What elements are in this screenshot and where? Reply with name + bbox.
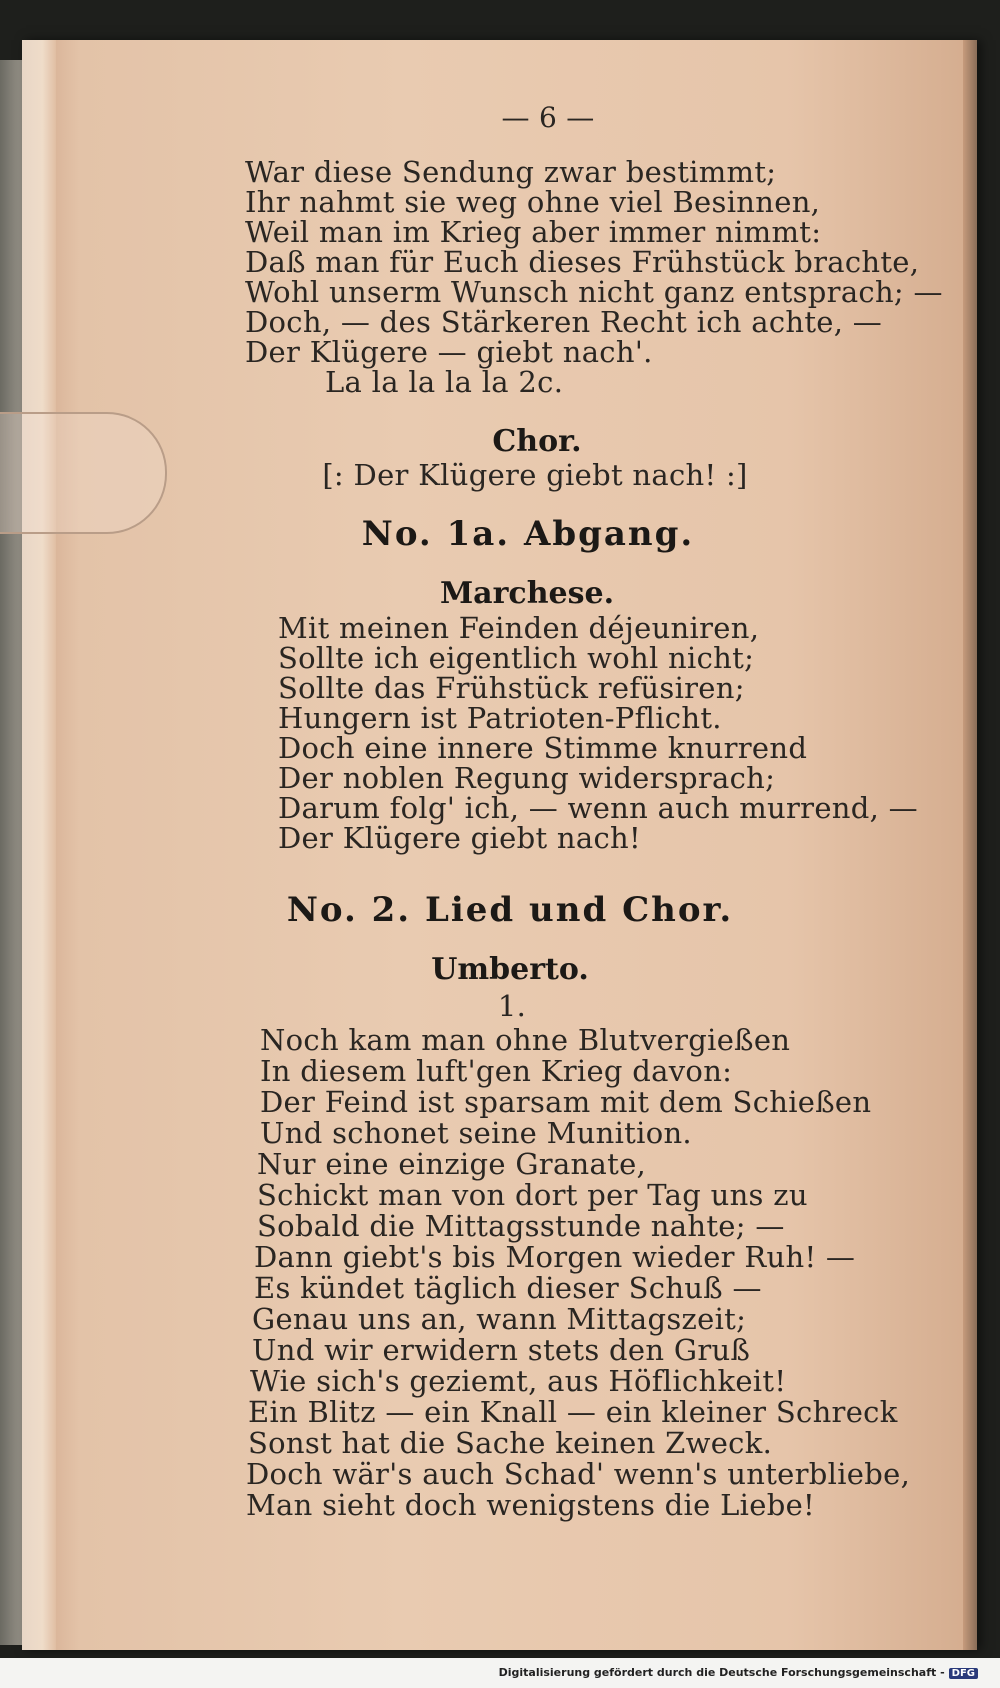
verse-line: Doch, — des Stärkeren Recht ich achte, — <box>245 305 883 339</box>
refrain-line: La la la la la 2c. <box>325 365 564 399</box>
verse-line: Noch kam man ohne Blutvergießen <box>260 1023 791 1057</box>
verse-line: Genau uns an, wann Mittagszeit; <box>252 1302 747 1336</box>
verse-line: Dann giebt's bis Morgen wieder Ruh! — <box>254 1240 856 1274</box>
verse-line: Ihr nahmt sie weg ohne viel Besinnen, <box>245 185 821 219</box>
page-number: — 6 — <box>501 101 595 134</box>
verse-line: Sollte ich eigentlich wohl nicht; <box>278 641 755 675</box>
verse-line: Sollte das Frühstück refüsiren; <box>278 671 745 705</box>
verse-line: Schickt man von dort per Tag uns zu <box>257 1178 808 1212</box>
verse-line: Und wir erwidern stets den Gruß <box>252 1333 751 1367</box>
verse-line: Man sieht doch wenigstens die Liebe! <box>246 1488 815 1522</box>
verse-line: Der Feind ist sparsam mit dem Schießen <box>260 1085 872 1119</box>
verse-line: Der noblen Regung widersprach; <box>278 761 776 795</box>
dfg-logo: DFG <box>949 1668 978 1679</box>
stanza-number: 1. <box>497 989 527 1023</box>
verse-line: Sobald die Mittagsstunde nahte; — <box>257 1209 785 1243</box>
verse-line: Mit meinen Feinden déjeuniren, <box>278 611 760 645</box>
verse-line: Und schonet seine Munition. <box>260 1116 692 1150</box>
verse-line: Sonst hat die Sache keinen Zweck. <box>248 1426 773 1460</box>
verse-line: Es kündet täglich dieser Schuß — <box>254 1271 762 1305</box>
verse-line: Wohl unserm Wunsch nicht ganz entsprach; — <box>245 275 943 309</box>
verse-line: Wie sich's geziemt, aus Höflichkeit! <box>250 1364 787 1398</box>
verse-line: Weil man im Krieg aber immer nimmt: <box>245 215 822 249</box>
chor-line: [: Der Klügere giebt nach! :] <box>322 458 748 492</box>
chor-label: Chor. <box>492 424 582 459</box>
verse-line: Doch eine innere Stimme knurrend <box>278 731 808 765</box>
verse-line: Der Klügere giebt nach! <box>278 821 641 855</box>
verse-line: Hungern ist Patrioten-Pflicht. <box>278 701 722 735</box>
speaker-label: Marchese. <box>439 576 615 611</box>
footer-text: Digitalisierung gefördert durch die Deutsche Forschungsgemeinschaft - <box>498 1666 945 1679</box>
verse-line: Daß man für Euch dieses Frühstück brachte, <box>245 245 920 279</box>
verse-line: Ein Blitz — ein Knall — ein kleiner Schreck <box>248 1395 898 1429</box>
footer-credit <box>499 1666 978 1679</box>
speaker-label: Umberto. <box>431 952 589 987</box>
verse-line: Der Klügere — giebt nach'. <box>245 335 653 369</box>
verse-line: In diesem luft'gen Krieg davon: <box>260 1054 733 1088</box>
verse-line: Nur eine einzige Granate, <box>257 1147 647 1181</box>
verse-line: Doch wär's auch Schad' wenn's unterbliebe, <box>246 1457 911 1491</box>
section-heading: No. 1a. Abgang. <box>361 514 695 554</box>
section-heading: No. 2. Lied und Chor. <box>286 890 734 930</box>
verse-line: War diese Sendung zwar bestimmt; <box>245 155 777 189</box>
verse-line: Darum folg' ich, — wenn auch murrend, — <box>278 791 918 825</box>
